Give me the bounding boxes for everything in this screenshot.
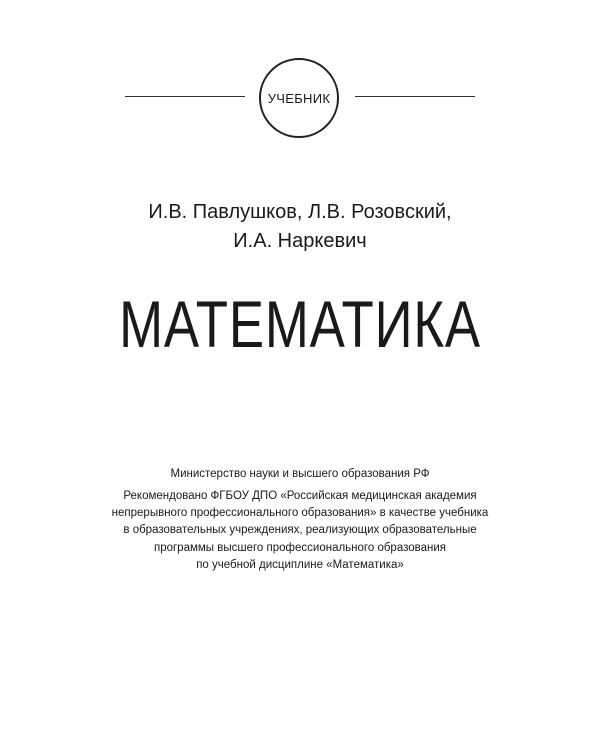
recommendation-line: в образовательных учреждениях, реализующих образовательные [123,524,477,537]
authors-line: И.В. Павлушков, Л.В. Розовский, [148,201,452,223]
book-title: МАТЕМАТИКА [119,287,481,361]
recommendation-line: программы высшего профессионального образования [153,541,447,554]
recommendation-line: непрерывного профессионального образования» в качестве учебника [111,507,489,520]
recommendation-line: Рекомендовано ФГБОУ ДПО «Российская медицинская академия [123,490,477,502]
recommendation-line: по учебной дисциплине «Математика» [196,558,404,571]
textbook-badge-label: УЧЕБНИК [267,90,331,106]
right-divider-line [355,96,475,97]
authors-block [0,198,600,256]
textbook-badge [259,58,339,138]
ministry-line: Министерство науки и высшего образования РФ [170,468,430,480]
authors-line: И.А. Наркевич [233,230,367,252]
recommendation-block [0,488,600,574]
left-divider-line [125,96,245,97]
